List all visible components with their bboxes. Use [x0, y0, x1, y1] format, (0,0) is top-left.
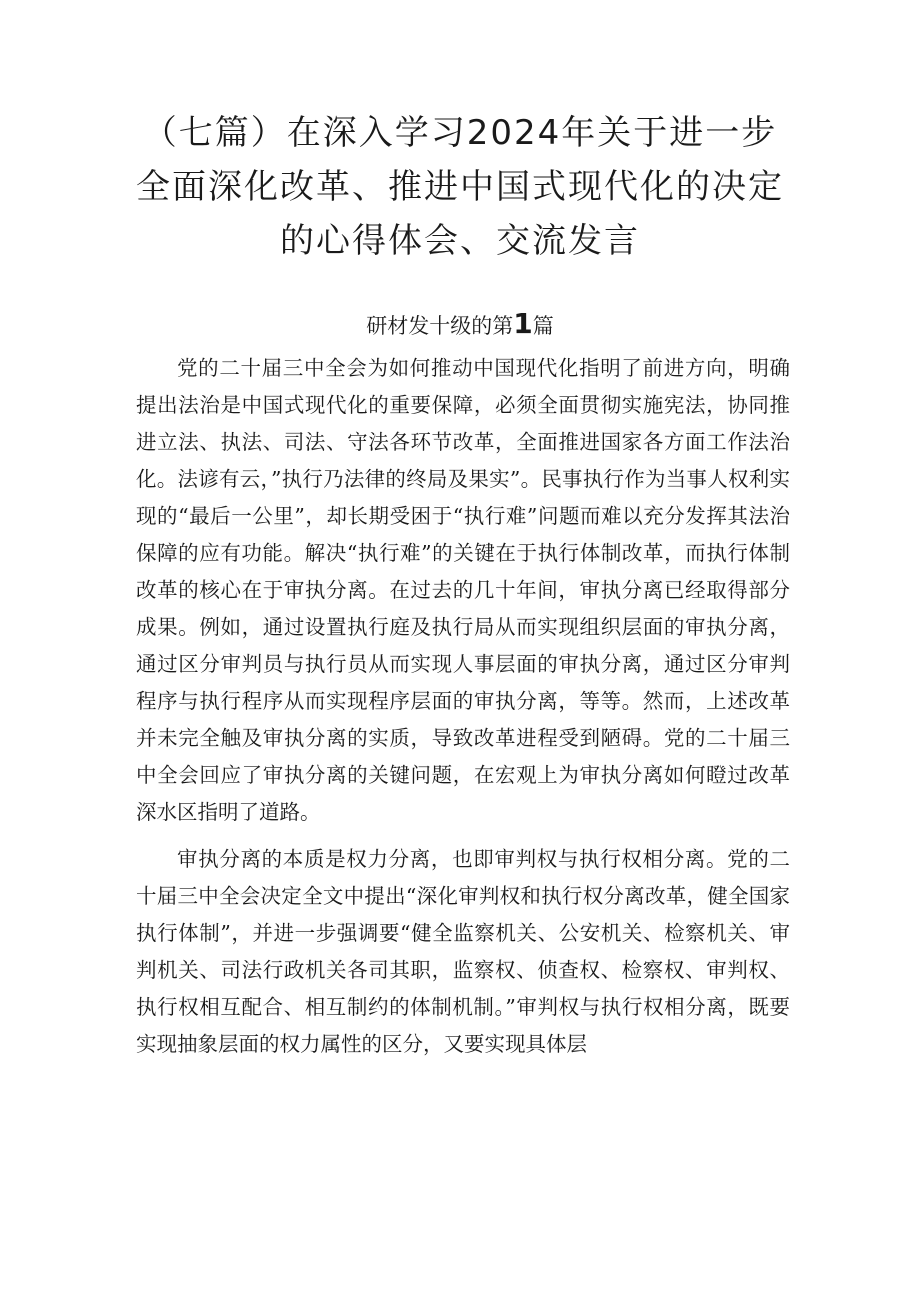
body-text [136, 350, 790, 1073]
paragraph-2: 审执分离的本质是权力分离，也即审判权与执行权相分离。党的二十届三中全会决定全文中提出“深化审判权和执行权分离改革，健全国家执行体制”，并进一步强调要“健全监察机关、公安机关、检察机关、审判机关、司法行政机关各司其职，监察权、侦查权、检察权、审判权、执行权相互配合、相互制约的体制机制。”审判权与执行权相分离，既要实现抽象层面的权力属性的区分，又要实现具体层 [136, 847, 790, 1056]
section-heading [0, 306, 920, 344]
section-heading-suffix: 篇 [532, 314, 554, 338]
section-heading-number: 1 [513, 307, 533, 340]
document-title: （七篇）在深入学习2024年关于进一步全面深化改革、推进中国式现代化的决定的心得体会、交流发言 [136, 113, 784, 261]
section-heading-prefix: 研材发十级的第 [366, 314, 514, 338]
paragraph-1: 党的二十届三中全会为如何推动中国现代化指明了前进方向，明确提出法治是中国式现代化的重要保障，必须全面贯彻实施宪法，协同推进立法、执法、司法、守法各环节改革，全面推进国家各方面工作法治化。法谚有云，”执行乃法律的终局及果实”。民事执行作为当事人权利实现的“最后一公里”，却长期受困于“执行难”问题而难以充分发挥其法治保障的应有功能。解决“执行难”的关键在于执行体制改革，而执行体制改革的核心在于审执分离。在过去的几十年间，审执分离已经取得部分成果。例如，通过设置执行庭及执行局从而实现组织层面的审执分离，通过区分审判员与执行员从而实现人事层面的审执分离，通过区分审判程序与执行程序从而实现程序层面的审执分离，等等。然而，上述改革并未完全触及审执分离的实质，导致改革进程受到陋碍。党的二十届三中全会回应了审执分离的关键问题，在宏观上为审执分离如何瞪过改革深水区指明了道路。 [136, 356, 790, 824]
